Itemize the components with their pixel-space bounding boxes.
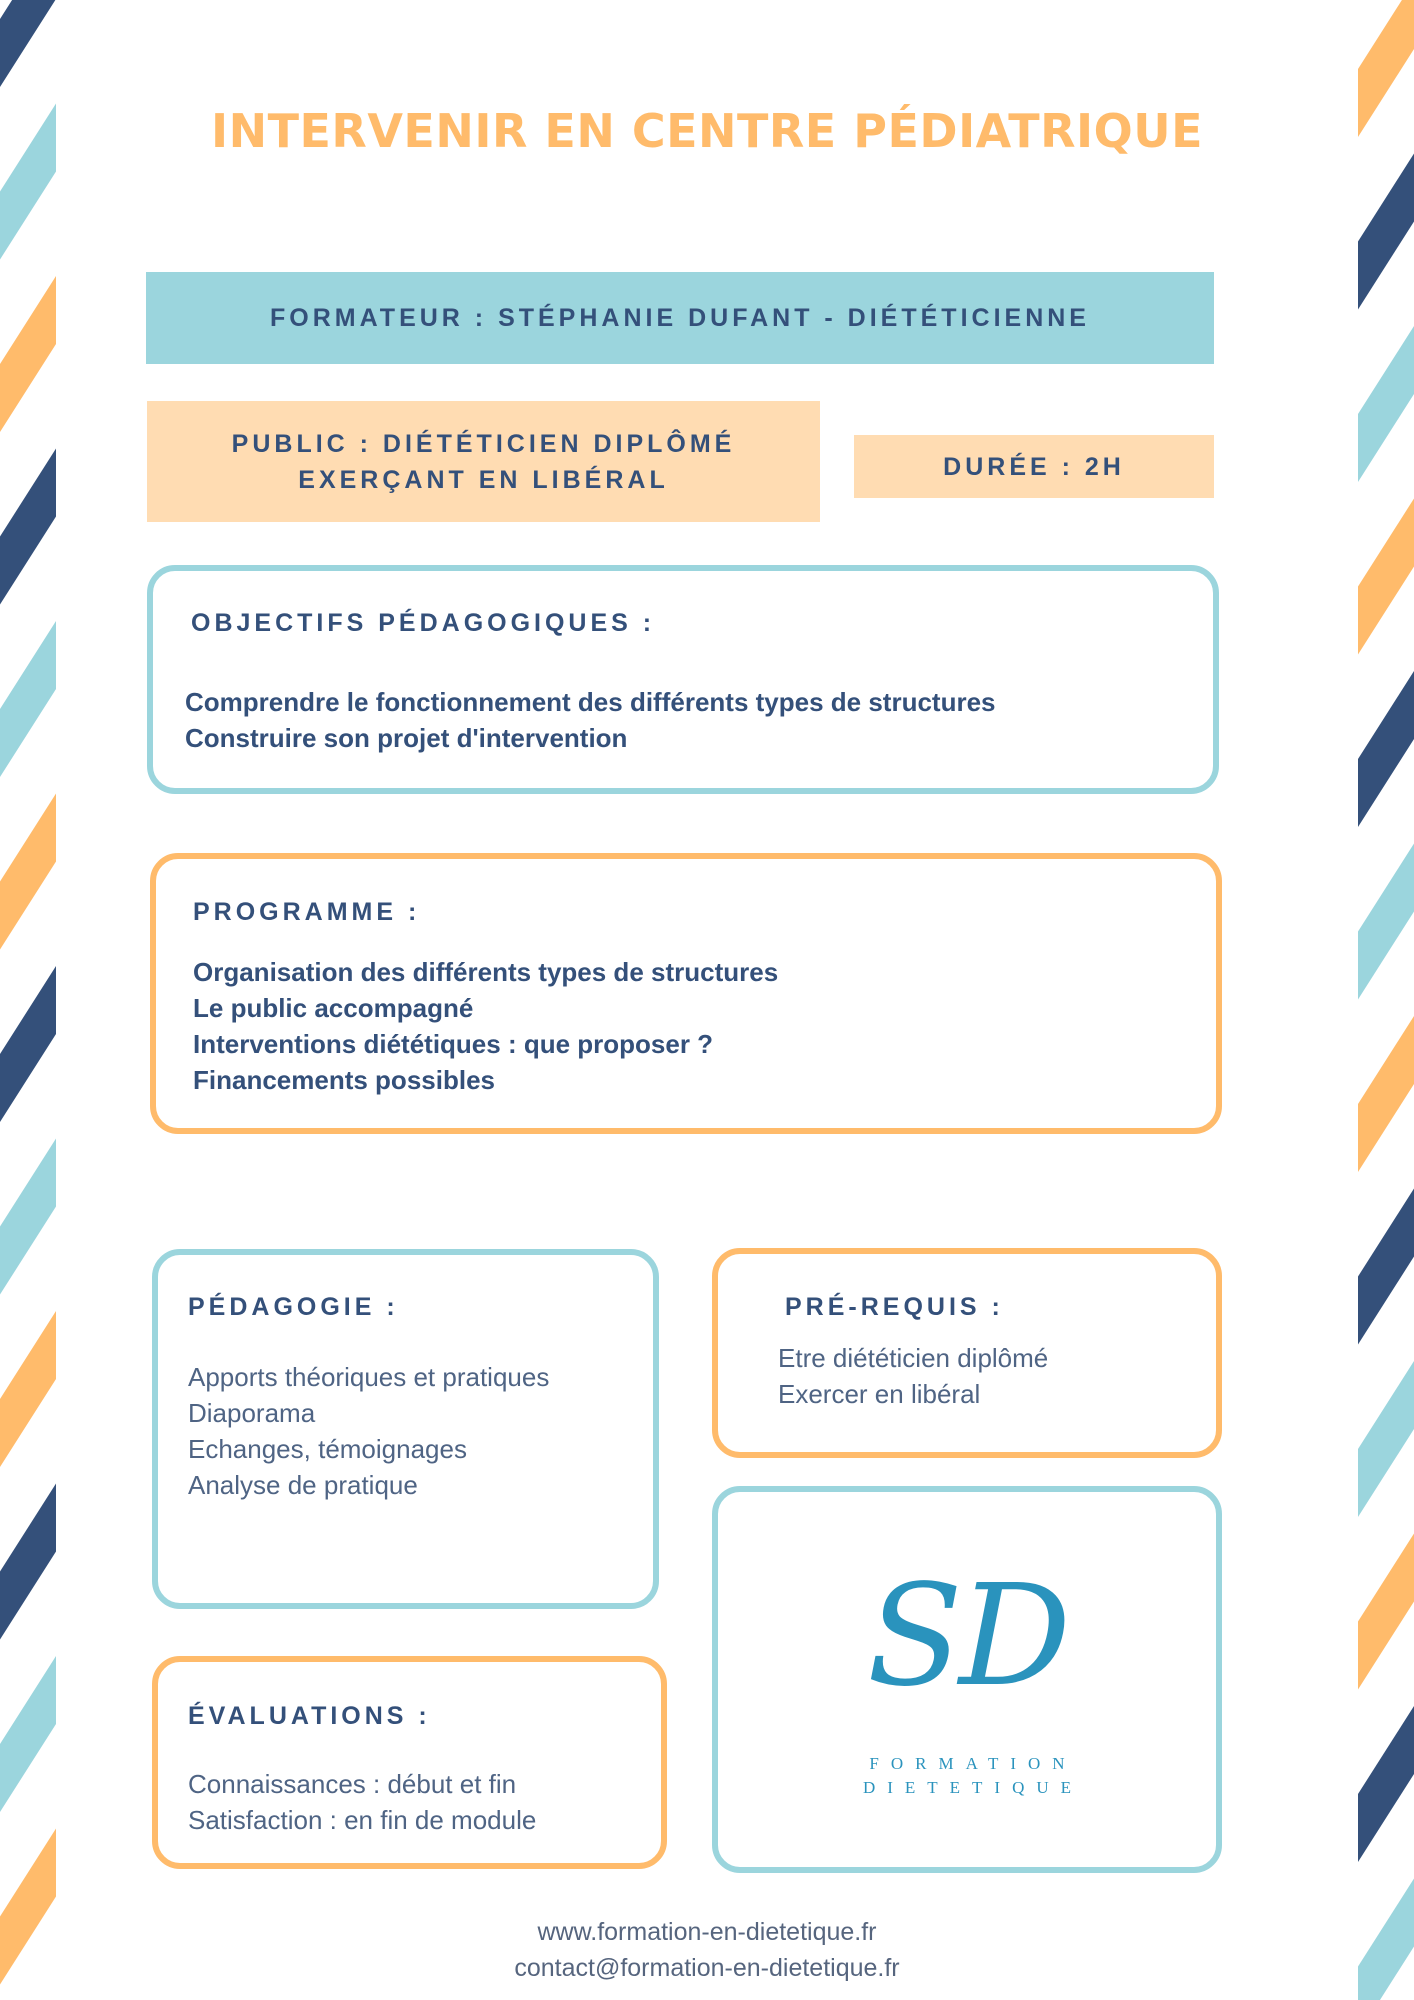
list-item: Satisfaction : en fin de module: [188, 1805, 537, 1835]
list-item: Exercer en libéral: [778, 1379, 981, 1409]
list-item: Diaporama: [188, 1398, 316, 1428]
stripe-band: [1358, 1706, 1414, 1862]
stripe-band: [0, 621, 56, 777]
prerequisites-heading: PRÉ-REQUIS :: [785, 1293, 1004, 1321]
pedagogy-card: [152, 1249, 659, 1609]
logo-card: [712, 1486, 1222, 1873]
trainer-label: FORMATEUR : STÉPHANIE DUFANT - DIÉTÉTICIENNE: [270, 304, 1090, 332]
stripe-band: [0, 794, 56, 950]
stripe-band: [1358, 1361, 1414, 1517]
list-item: Organisation des différents types de structures: [193, 957, 779, 987]
public-line-1: PUBLIC : DIÉTÉTICIEN DIPLÔMÉ: [231, 429, 736, 458]
list-item: Analyse de pratique: [188, 1470, 418, 1500]
evaluations-card: [152, 1656, 667, 1869]
list-item: Construire son projet d'intervention: [185, 723, 628, 753]
stripe-band: [0, 1484, 56, 1640]
stripe-band: [1358, 671, 1414, 827]
prerequisites-list: [778, 1340, 1048, 1412]
stripe-band: [1358, 1534, 1414, 1690]
public-banner: [147, 401, 820, 522]
stripe-band: [0, 1656, 56, 1812]
list-item: Le public accompagné: [193, 993, 474, 1023]
list-item: Connaissances : début et fin: [188, 1769, 517, 1799]
pedagogy-list: [188, 1359, 549, 1503]
stripe-band: [0, 276, 56, 432]
right-stripe-border: [1358, 0, 1414, 2000]
objectives-card: [147, 565, 1219, 794]
list-item: Comprendre le fonctionnement des différents types de structures: [185, 687, 996, 717]
list-item: Interventions diététiques : que proposer ?: [193, 1029, 714, 1059]
stripe-band: [0, 966, 56, 1122]
logo-line-1: FORMATION: [869, 1754, 1077, 1773]
trainer-banner: [146, 272, 1214, 364]
email-link[interactable]: contact@formation-en-dietetique.fr: [514, 1954, 900, 1982]
public-line-2: EXERÇANT EN LIBÉRAL: [298, 465, 669, 494]
list-item: Echanges, témoignages: [188, 1434, 467, 1464]
programme-card: [150, 853, 1222, 1134]
programme-list: [193, 954, 778, 1098]
left-stripe-border: [0, 0, 56, 2000]
stripe-band: [1358, 844, 1414, 1000]
pedagogy-heading: PÉDAGOGIE :: [188, 1293, 399, 1321]
footer: [0, 1914, 1414, 1986]
stripe-band: [0, 0, 56, 87]
website-link[interactable]: www.formation-en-dietetique.fr: [537, 1918, 877, 1946]
list-item: Financements possibles: [193, 1065, 495, 1095]
logo-monogram: SD: [866, 1555, 1068, 1718]
stripe-band: [0, 1139, 56, 1295]
logo: [718, 1492, 1216, 1867]
objectives-list: [185, 684, 996, 756]
stripe-band: [1358, 1016, 1414, 1172]
list-item: Apports théoriques et pratiques: [188, 1362, 550, 1392]
stripe-band: [1358, 1189, 1414, 1345]
stripe-band: [0, 1311, 56, 1467]
stripe-band: [1358, 499, 1414, 655]
prerequisites-card: [712, 1248, 1222, 1458]
stripe-band: [0, 449, 56, 605]
evaluations-list: [188, 1766, 536, 1838]
page-title: INTERVENIR EN CENTRE PÉDIATRIQUE: [210, 104, 1204, 158]
objectives-heading: OBJECTIFS PÉDAGOGIQUES :: [191, 609, 656, 637]
duration-banner: [854, 435, 1214, 498]
stripe-band: [1358, 326, 1414, 482]
duration-label: DURÉE : 2H: [943, 452, 1125, 481]
evaluations-heading: ÉVALUATIONS :: [188, 1702, 431, 1730]
stripe-band: [1358, 154, 1414, 310]
programme-heading: PROGRAMME :: [193, 898, 421, 926]
list-item: Etre diététicien diplômé: [778, 1343, 1049, 1373]
logo-line-2: DIETETIQUE: [862, 1778, 1084, 1797]
